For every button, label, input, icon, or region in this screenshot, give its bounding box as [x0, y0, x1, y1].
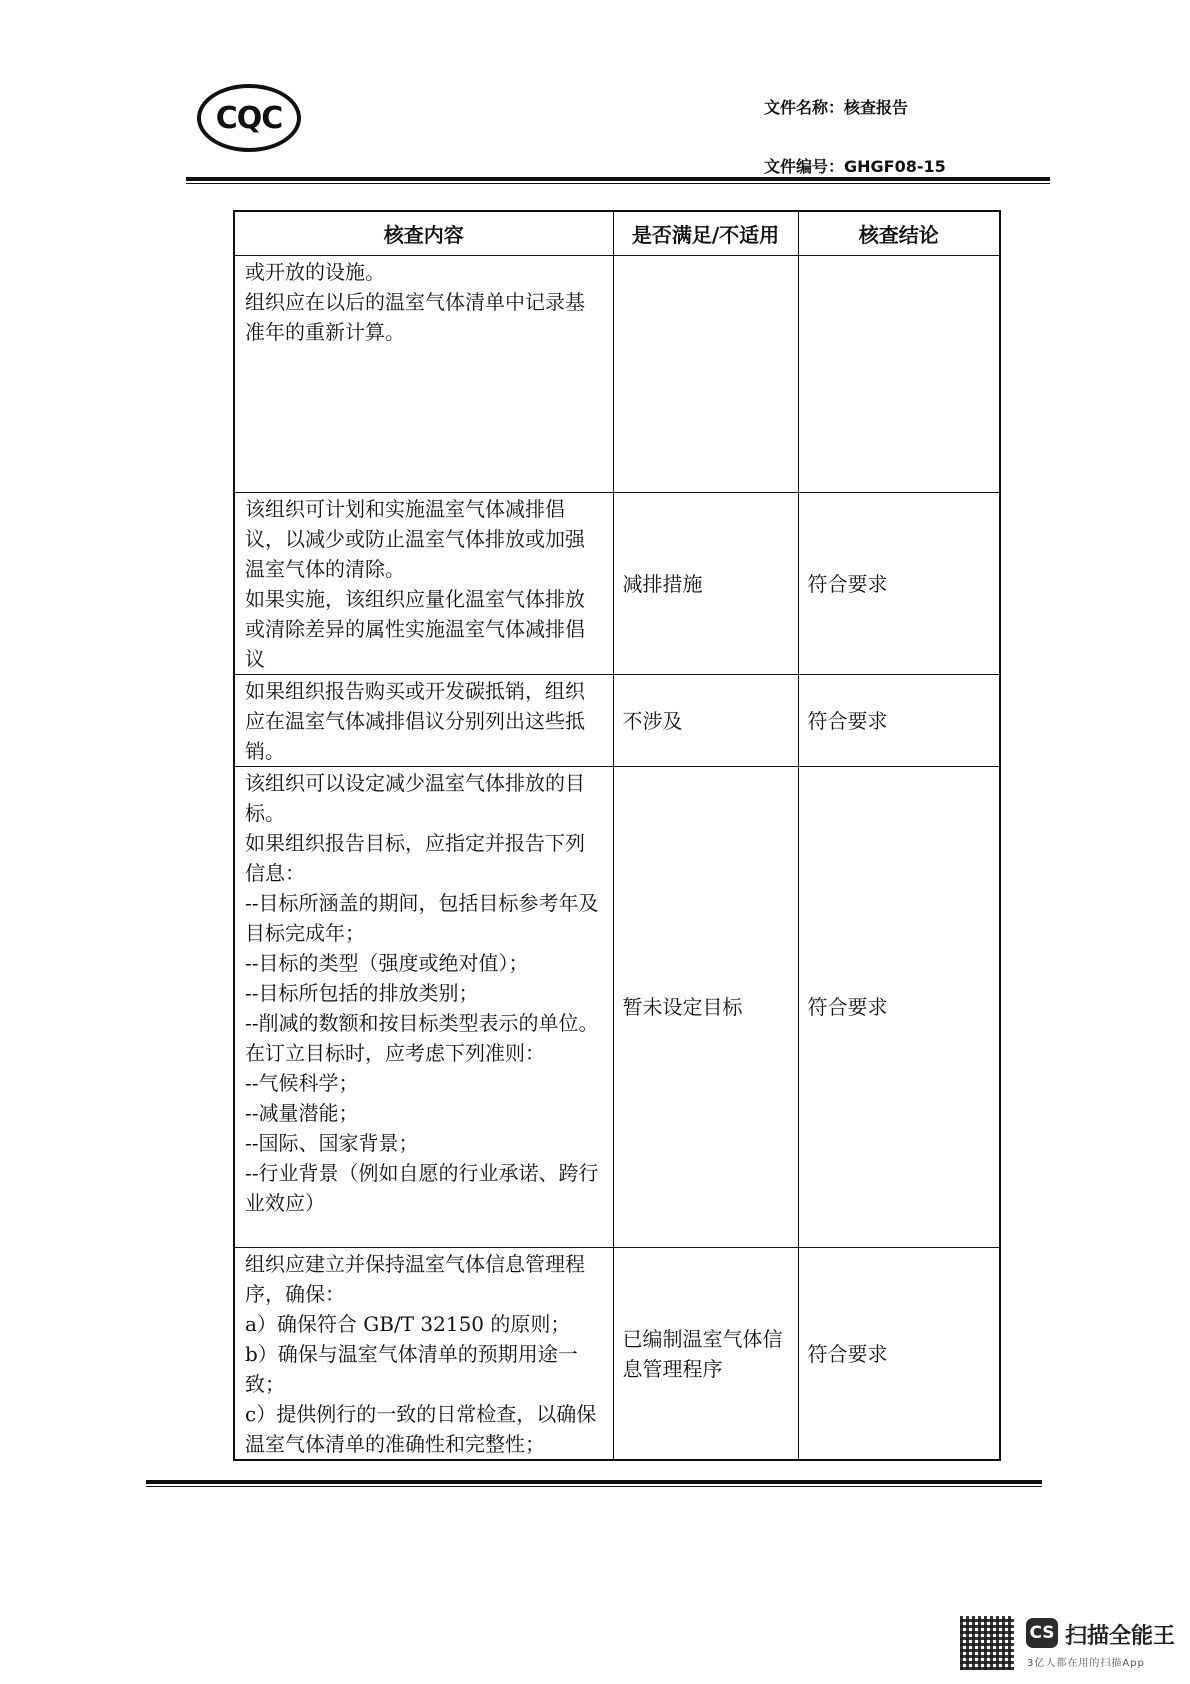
content-line: 该组织可计划和实施温室气体减排倡议，以减少或防止温室气体排放或加强温室气体的清除。 — [245, 496, 585, 581]
row-status: 暂未设定目标 — [613, 766, 798, 1247]
content-line: --目标的类型（强度或绝对值）； — [245, 950, 529, 975]
content-line: --国际、国家背景； — [245, 1130, 419, 1155]
row-status: 不涉及 — [613, 674, 798, 766]
row-status: 已编制温室气体信息管理程序 — [613, 1247, 798, 1460]
content-line: --行业背景（例如自愿的行业承诺、跨行业效应） — [245, 1160, 599, 1215]
table-row — [234, 766, 1000, 1247]
content-line: c）提供例行的一致的日常检查，以确保温室气体清单的准确性和完整性； — [245, 1401, 597, 1456]
cqc-logo-text: CQC — [215, 100, 283, 136]
content-line: 如果组织报告目标，应指定并报告下列信息： — [245, 830, 585, 885]
watermark-title: 扫描全能王 — [1065, 1624, 1176, 1649]
table-row — [234, 1247, 1000, 1460]
row-conclusion — [798, 255, 1000, 492]
content-line: 或开放的设施。 — [245, 259, 385, 284]
watermark-subtitle: 3亿人都在用的扫描App — [1027, 1658, 1145, 1669]
content-line: 在订立目标时，应考虑下列准则： — [245, 1040, 545, 1065]
footer-rule-thin — [146, 1486, 1042, 1487]
content-line: 组织应在以后的温室气体清单中记录基准年的重新计算。 — [245, 289, 585, 344]
content-line: --目标所包括的排放类别； — [245, 980, 479, 1005]
content-line: --气候科学； — [245, 1070, 359, 1095]
qr-code-icon — [960, 1616, 1014, 1670]
content-line: b）确保与温室气体清单的预期用途一致； — [245, 1341, 578, 1396]
table-row — [234, 674, 1000, 766]
table-header-row — [234, 211, 1000, 255]
content-line: a）确保符合 GB/T 32150 的原则； — [245, 1311, 571, 1336]
header-rule — [186, 177, 1050, 181]
content-line: 组织应建立并保持温室气体信息管理程序，确保： — [245, 1251, 585, 1306]
camscanner-badge: CS — [1026, 1618, 1058, 1648]
content-line: 该组织可以设定减少温室气体排放的目标。 — [245, 770, 585, 825]
row-content — [234, 492, 613, 674]
row-content — [234, 255, 613, 492]
row-conclusion: 符合要求 — [798, 1247, 1000, 1460]
file-name: 文件名称：核查报告 — [764, 98, 909, 117]
file-number: 文件编号：GHGF08-15 — [764, 157, 946, 176]
content-line: --目标所涵盖的期间，包括目标参考年及目标完成年； — [245, 890, 599, 945]
header-rule-thin — [186, 183, 1050, 184]
table-row — [234, 492, 1000, 674]
content-line: --减量潜能； — [245, 1100, 359, 1125]
row-conclusion: 符合要求 — [798, 492, 1000, 674]
table-row — [234, 255, 1000, 492]
col-header-status: 是否满足/不适用 — [613, 211, 798, 255]
row-conclusion: 符合要求 — [798, 766, 1000, 1247]
content-line: 如果组织报告购买或开发碳抵销，组织应在温室气体减排倡议分别列出这些抵销。 — [245, 678, 585, 763]
inspection-table — [233, 210, 1001, 1461]
row-content — [234, 1247, 613, 1460]
cqc-logo — [197, 84, 301, 152]
footer-rule — [146, 1480, 1042, 1484]
row-status — [613, 255, 798, 492]
row-content — [234, 674, 613, 766]
col-header-conclusion: 核查结论 — [798, 211, 1000, 255]
content-line: --削减的数额和按目标类型表示的单位。 — [245, 1010, 599, 1035]
col-header-content: 核查内容 — [234, 211, 613, 255]
row-content — [234, 766, 613, 1247]
content-line: 如果实施，该组织应量化温室气体排放或清除差异的属性实施温室气体减排倡议 — [245, 586, 585, 671]
row-status: 减排措施 — [613, 492, 798, 674]
row-conclusion: 符合要求 — [798, 674, 1000, 766]
